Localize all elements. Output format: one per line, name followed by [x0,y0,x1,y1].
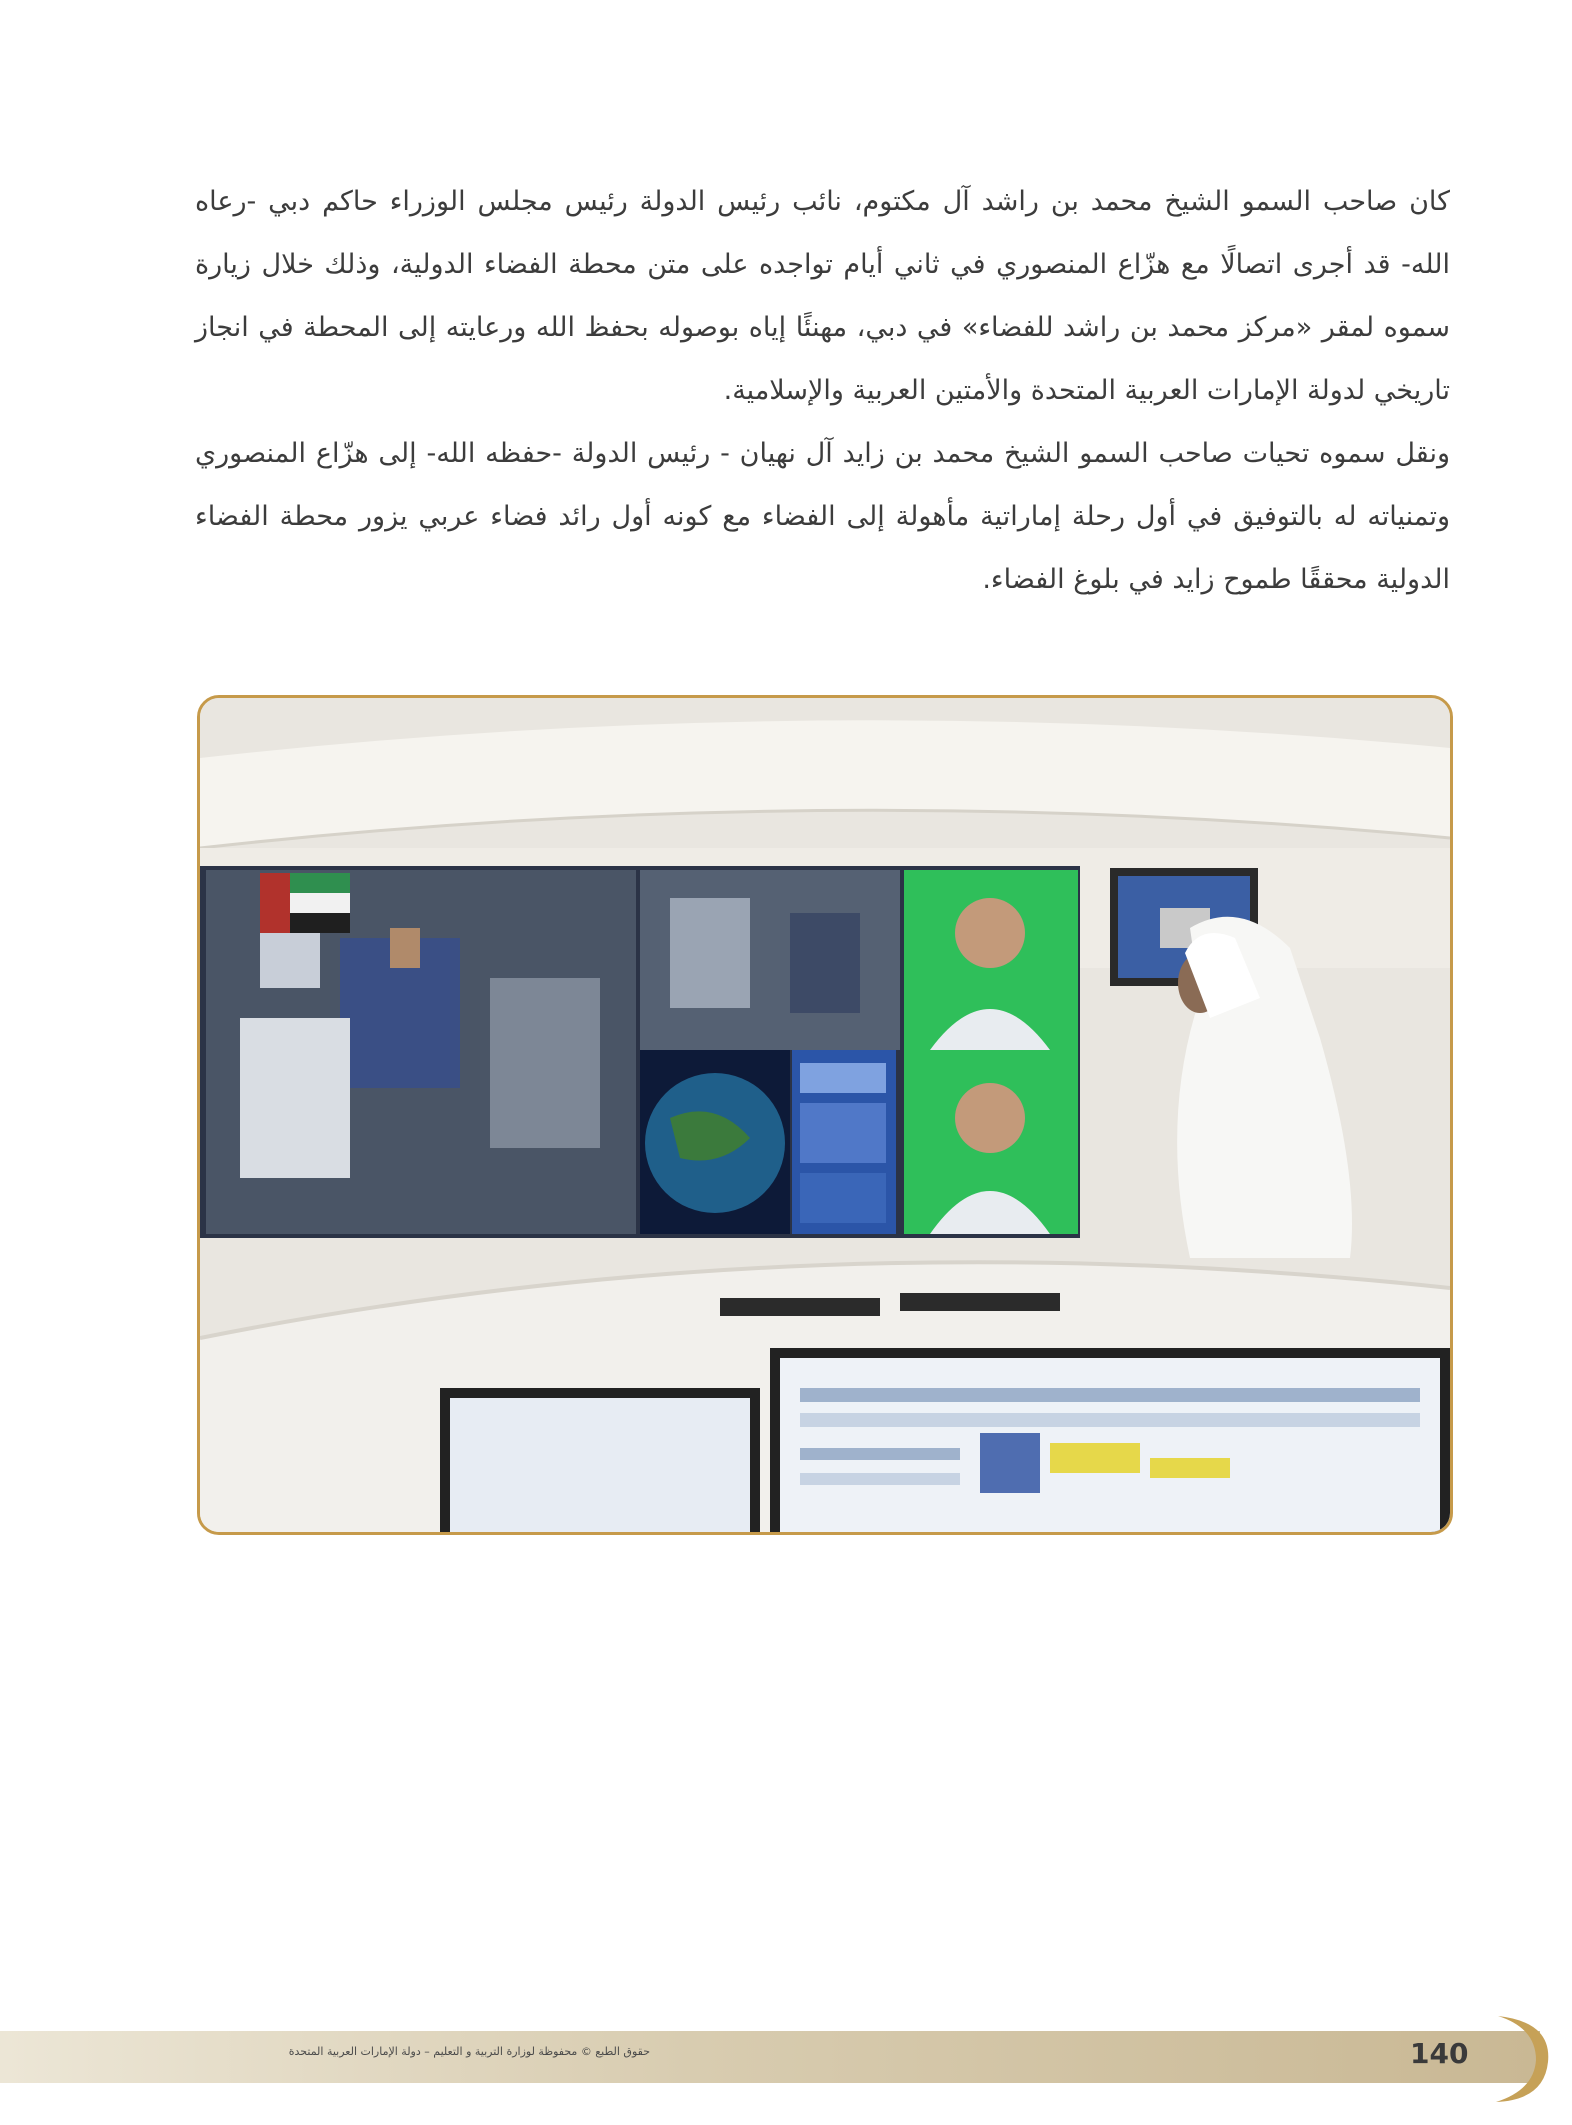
paragraph-2: ونقل سموه تحيات صاحب السمو الشيخ محمد بن زايد آل نهيان - رئيس الدولة -حفظه الله- إلى هزّاع المنصوري وتمنياته له بالتوفيق في أول رحلة إماراتية مأهولة إلى الفضاء مع كونه أول رائد فضاء عربي يزور محطة الفضاء الدولية محققًا طموح زايد في بلوغ الفضاء. [195,438,1450,595]
photo-illustration [200,698,1450,1532]
copyright-notice: حقوق الطبع © محفوظة لوزارة التربية و التعليم – دولة الإمارات العربية المتحدة [288,2045,650,2058]
page-number: 140 [1410,2037,1469,2070]
crescent-decoration-icon [1490,2012,1552,2106]
mission-control-photo [197,695,1453,1535]
body-text [195,170,1450,611]
paragraph-1: كان صاحب السمو الشيخ محمد بن راشد آل مكتوم، نائب رئيس الدولة رئيس مجلس الوزراء حاكم دبي -رعاه الله- قد أجرى اتصالًا مع هزّاع المنصوري في ثاني أيام تواجده على متن محطة الفضاء الدولية، وذلك خلال زيارة سموه لمقر «مركز محمد بن راشد للفضاء» في دبي، مهنئًا إياه بوصوله بحفظ الله ورعايته إلى المحطة في انجاز تاريخي لدولة الإمارات العربية المتحدة والأمتين العربية والإسلامية. [195,186,1450,406]
